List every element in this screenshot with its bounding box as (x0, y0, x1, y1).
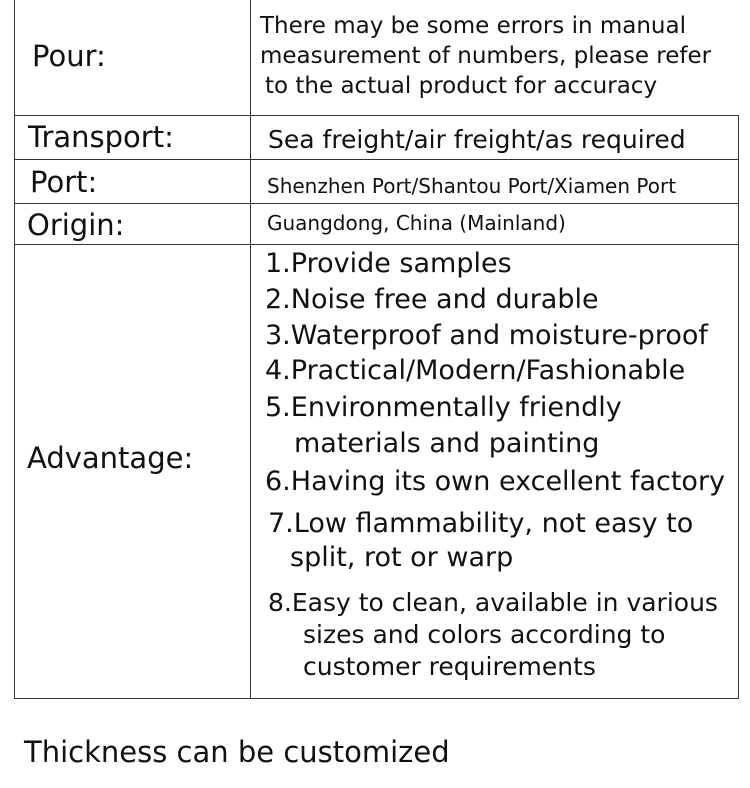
advantage-item-text: Noise free and durable (290, 284, 599, 315)
port-label: Port: (30, 165, 98, 199)
table-column-divider (250, 0, 251, 698)
advantage-item (265, 318, 708, 354)
table-row-divider (14, 203, 739, 204)
advantage-item-number: 1. (265, 248, 291, 279)
advantage-item (268, 507, 693, 575)
advantage-item (265, 464, 725, 500)
advantage-label: Advantage: (27, 441, 194, 475)
table-row-divider (14, 159, 739, 160)
advantage-item (268, 587, 718, 683)
advantage-item-text: Having its own excellent factory (290, 466, 726, 497)
pour-note-line-2: measurement of numbers, please refer (260, 43, 712, 69)
advantage-item (265, 353, 685, 389)
origin-value: Guangdong, China (Mainland) (267, 211, 566, 235)
advantage-item-text-continued: customer requirements (303, 652, 596, 681)
advantage-item-number: 7. (268, 508, 294, 539)
advantage-item-number: 4. (265, 355, 291, 386)
advantage-item-text-continued: split, rot or warp (290, 542, 514, 573)
advantage-item-text: Low flammability, not easy to (293, 508, 694, 539)
pour-note-line-1: There may be some errors in manual (260, 13, 686, 39)
advantage-item-text-continued: materials and painting (294, 428, 600, 459)
advantage-item (265, 282, 599, 318)
advantage-item-number: 3. (265, 320, 291, 351)
pour-label: Pour: (32, 39, 106, 73)
transport-label: Transport: (28, 120, 174, 154)
pour-note-line-3: to the actual product for accuracy (265, 73, 658, 99)
advantage-item-text: Easy to clean, available in various (291, 588, 718, 617)
table-border-bottom (14, 698, 739, 699)
advantage-item-text: Practical/Modern/Fashionable (290, 355, 686, 386)
port-value: Shenzhen Port/Shantou Port/Xiamen Port (267, 174, 677, 198)
advantage-item-number: 6. (265, 466, 291, 497)
advantage-item-text-continued: sizes and colors according to (303, 620, 666, 649)
thickness-note: Thickness can be customized (24, 735, 450, 769)
transport-value: Sea freight/air freight/as required (268, 125, 686, 154)
table-row-divider (14, 244, 739, 245)
advantage-item-number: 8. (268, 588, 292, 617)
origin-label: Origin: (27, 208, 125, 242)
advantage-item-text: Environmentally friendly (290, 392, 622, 423)
advantage-item-number: 5. (265, 392, 291, 423)
advantage-item-number: 2. (265, 284, 291, 315)
advantage-item (265, 246, 512, 282)
advantage-item-text: Waterproof and moisture-proof (290, 320, 708, 351)
advantage-item-text: Provide samples (290, 248, 512, 279)
advantage-item (265, 390, 622, 462)
table-row-divider (14, 115, 739, 116)
table-border-left (14, 0, 15, 698)
